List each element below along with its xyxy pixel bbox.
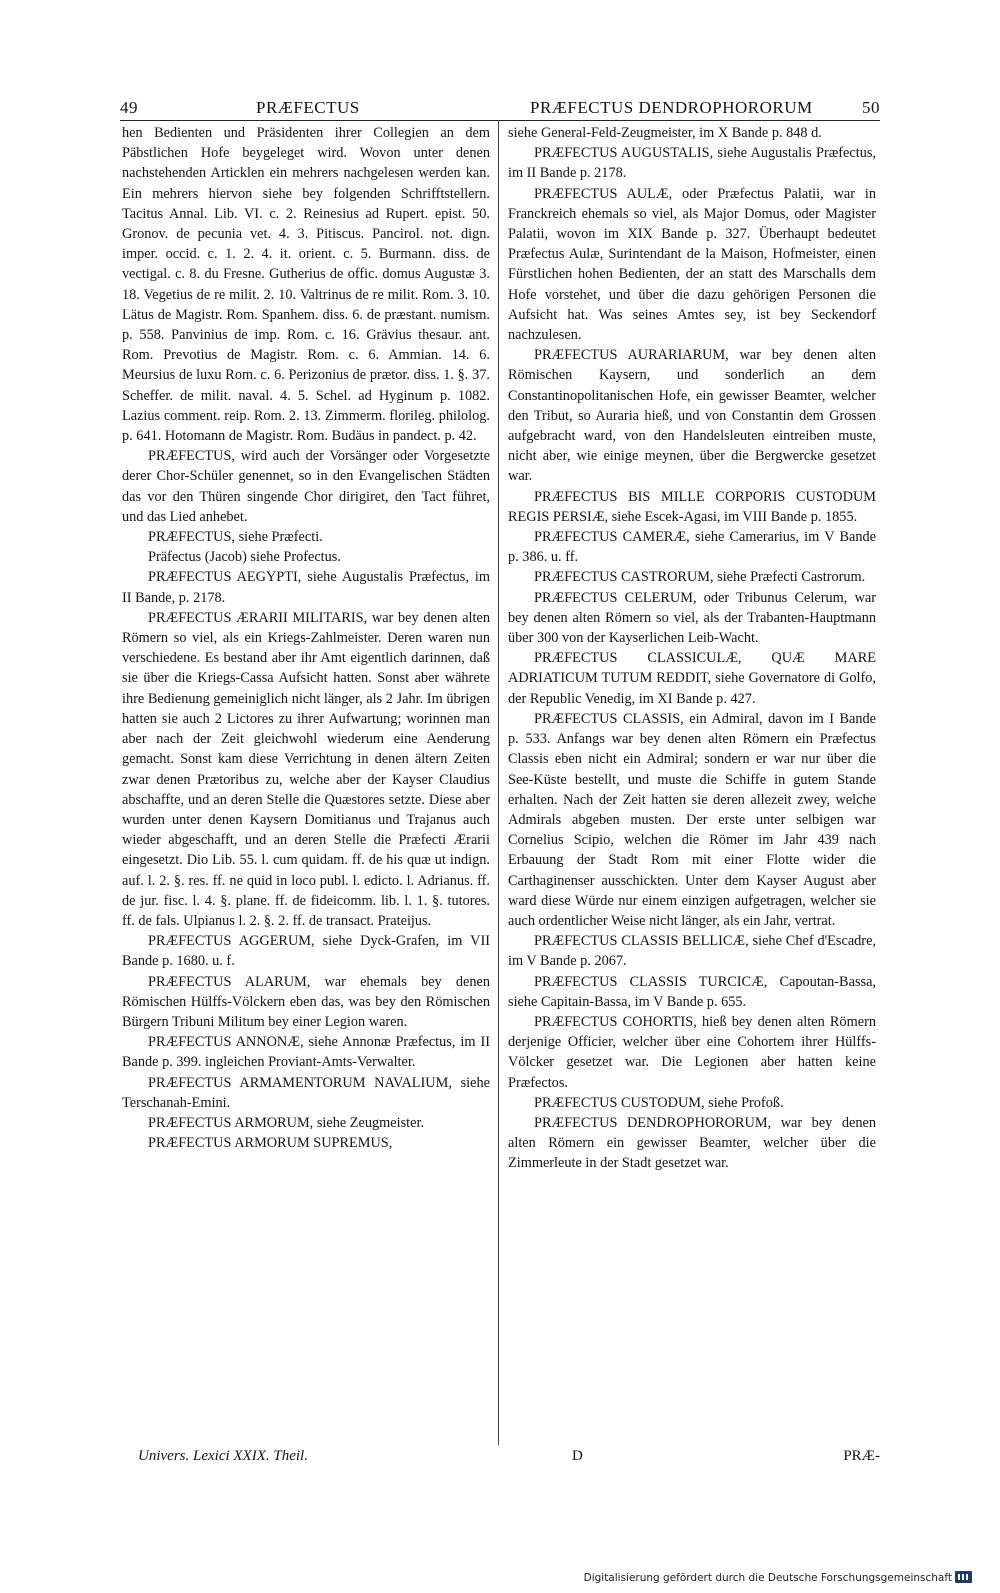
left-entry: PRÆFECTUS, wird auch der Vorsänger oder Vorgesetzte derer Chor-Schüler genennet, so in den Evangelischen Städten das vor den Thüren singende Chor dirigiret, den Tact führet, und das Lied anhebet. [122, 448, 490, 525]
left-entry: PRÆFECTUS ARMORUM SUPREMUS, [148, 1135, 393, 1152]
left-page-number: 49 [120, 98, 138, 117]
gathering-mark: D [572, 1448, 583, 1464]
right-entry: PRÆFECTUS BIS MILLE CORPORIS CUSTODUM REGIS PERSIÆ, siehe Escek-Agasi, im VIII Bande p. 1855. [508, 488, 876, 525]
right-entry: PRÆFECTUS CELERUM, oder Tribunus Celerum, war bey denen alten Römern so viel, als der Trabanten-Hauptmann über 300 von der Kayserlichen Leib-Wacht. [508, 589, 876, 647]
page-footer [120, 1448, 880, 1472]
left-entry: PRÆFECTUS AGGERUM, siehe Dyck-Grafen, im VII Bande p. 1680. u. f. [122, 933, 490, 970]
left-entry: PRÆFECTUS ARMAMENTORUM NAVALIUM, siehe Terschanah-Emini. [122, 1074, 490, 1111]
left-running-title: PRÆFECTUS [256, 98, 360, 117]
right-entry: PRÆFECTUS CLASSIS TURCICÆ, Capoutan-Bassa, siehe Capitain-Bassa, im V Bande p. 655. [508, 973, 876, 1010]
left-entry: PRÆFECTUS ANNONÆ, siehe Annonæ Præfectus, im II Bande p. 399. ingleichen Proviant-Amts-Verwalter. [122, 1034, 490, 1071]
right-entry: PRÆFECTUS CAMERÆ, siehe Camerarius, im V Bande p. 386. u. ff. [508, 529, 876, 566]
left-entry: PRÆFECTUS, siehe Præfecti. [148, 529, 323, 546]
catchword: PRÆ- [843, 1448, 880, 1464]
left-entry: PRÆFECTUS ARMORUM, siehe Zeugmeister. [148, 1114, 425, 1131]
digitization-credit: Digitalisierung gefördert durch die Deutsche Forschungsgemeinschaft [583, 1572, 952, 1584]
right-column [508, 123, 876, 1174]
left-column [122, 123, 490, 1153]
header-rule [120, 120, 880, 121]
left-entry: PRÆFECTUS ALARUM, war ehemals bey denen Römischen Hülffs-Völckern eben das, was bey den Römischen Bürgern Tribuni Militum bey einer Legion waren. [122, 973, 490, 1030]
column-divider [498, 120, 499, 1445]
right-entry: PRÆFECTUS CLASSIS, ein Admiral, davon im I Bande p. 533. Anfangs war bey denen alten Römern ein Præfectus Classis eben nicht ein Admiral; sondern er war nur über die See-Küste bestellt, und muste die Schiffe in gutem Stande erhalten. Nach der Zeit hatten sie deren allezeit zwey, welche Admirals abgeben musten. Der erste unter selbigen war Cornelius Scipio, welchen die Römer im Jahr 439 nach Erbauung der Stadt Rom mit einer Flotte wider die Carthaginenser ausschickten. Unter dem Kayser August aber ward diese Würde nur einem einzigen aufgetragen, welcher sie auch ordentlicher Weise nicht länger, als ein Jahr, vertrat. [508, 710, 876, 929]
left-entry: PRÆFECTUS AEGYPTI, siehe Augustalis Præfectus, im II Bande, p. 2178. [122, 569, 490, 606]
running-header [120, 98, 880, 122]
right-entry: PRÆFECTUS DENDROPHORORUM, war bey denen alten Römern ein gewisser Beamter, welcher über die Zimmerleute in der Stadt gesetzet war. [508, 1114, 876, 1172]
right-entry: PRÆFECTUS CLASSIS BELLICÆ, siehe Chef d'Escadre, im V Bande p. 2067. [508, 933, 876, 970]
right-entry: PRÆFECTUS CASTRORUM, siehe Præfecti Castrorum. [534, 569, 866, 586]
left-entry: PRÆFECTUS ÆRARII MILITARIS, war bey denen alten Römern so viel, als ein Kriegs-Zahlmeister. Deren waren nun verschiedene. Es bestand aber ihr Amt eigentlich darinnen, daß sie über die Kriegs-Cassa Aufsicht hatten. Sonst aber währete ihre Bedienung gemeiniglich nicht länger, als 2 Jahr. Im übrigen hatten sie auch 2 Lictores zu ihrer Aufwartung; worinnen man aber nach der Zeit gleichwohl wiederum eine Aenderung gemacht. Sonst kam diese Verrichtung in denen ältern Zeiten zwar denen Prætoribus zu, welche aber der Kayser Claudius abschaffte, und an deren Stelle die Quæstores setzte. Diese aber wurden unter denen Kaysern Domitianus und Trajanus auch wieder abgeschafft, und an deren Stelle die Præfecti Ærarii eingesetzt. Dio Lib. 55. l. cum quidam. ff. de his quæ ut indign. auf. l. 2. §. res. ff. ne quid in loco publ. l. edicto. l. Adrianus. ff. de jur. fisc. l. 4. §. plane. ff. de fideicomm. lib. l. 1. §. tutores. ff. de fals. Ulpianus l. 2. §. 2. ff. de transact. Prateijus. [122, 609, 490, 929]
right-page-number: 50 [862, 98, 880, 117]
right-entry: PRÆFECTUS AULÆ, oder Præfectus Palatii, war in Franckreich ehemals so viel, als Major Domus, oder Magister Palatii, wovon im XIX Bande p. 327. Überhaupt bedeutet Præfectus Aulæ, Surintendant de la Maison, Hofmeister, einen Fürstlichen hohen Bedienten, der an statt des Marschalls dem Hofe vorstehet, und über die dazu gehörigen Personen die Aufsicht hat. Was seines Amtes sey, ist bey Seckendorf nachzulesen. [508, 185, 876, 344]
right-entry: PRÆFECTUS CUSTODUM, siehe Profoß. [534, 1094, 784, 1111]
left-entry-continuation: hen Bedienten und Präsidenten ihrer Collegien an dem Päbstlichen Hofe beygeleget wird. Wovon unter denen nachstehenden Articklen ein mehrers nachgelesen werden kan. Ein mehrers hiervon siehe bey folgenden Schrifftstellern. Tacitus Annal. Lib. VI. c. 2. Reinesius ad Rupert. epist. 50. Gronov. de pecunia vet. 4. 3. Pitiscus. Pancirol. not. dign. imper. occid. c. 1. 2. 4. it. orient. c. 5. Burmann. diss. de vectigal. c. 8. du Fresne. Gutherius de offic. domus Augustæ 3. 18. Vegetius de re milit. 2. 10. Valtrinus de re milit. Rom. 3. 10. Lätus de Magistr. Rom. Spanhem. diss. 6. de præstant. numism. p. 558. Panvinius de imp. Rom. c. 16. Grävius thesaur. ant. Rom. Prevotius de Magistr. Rom. c. 6. Ammian. 14. 6. Meursius de luxu Rom. c. 6. Perizonius de prætor. diss. 1. §. 37. Scheffer. de milit. naval. 4. 5. Schel. ad Hyginum p. 1082. Lazius comment. reip. Rom. 2. 13. Zimmerm. florileg. philolog. p. 641. Hotomann de Magistr. Rom. Budäus in pandect. p. 42. [122, 125, 490, 445]
right-entry: PRÆFECTUS AUGUSTALIS, siehe Augustalis Præfectus, im II Bande p. 2178. [508, 145, 876, 182]
right-entry-continuation: siehe General-Feld-Zeugmeister, im X Bande p. 848 d. [508, 125, 822, 141]
volume-signature: Univers. Lexici XXIX. Theil. [138, 1448, 308, 1464]
dfg-logo-icon [955, 1571, 972, 1583]
right-entry: PRÆFECTUS COHORTIS, hieß bey denen alten Römern derjenige Officier, welcher über eine Cohortem ihrer Hülffs-Völcker gesetzet war. Die Legionen aber hatten keine Præfectos. [508, 1013, 876, 1091]
left-entry: Präfectus (Jacob) siehe Profectus. [148, 549, 341, 566]
right-entry: PRÆFECTUS CLASSICULÆ, QUÆ MARE ADRIATICUM TUTUM REDDIT, siehe Governatore di Golfo, der Republic Venedig, im XI Bande p. 427. [508, 650, 876, 707]
right-entry: PRÆFECTUS AURARIARUM, war bey denen alten Römischen Kaysern, und sonderlich an dem Constantinopolitanischen Hofe, ein gewisser Beamter, welcher den Tribut, so Auraria hieß, und von Constantin dem Grossen aufgebracht ward, von den Handelsleuten eintreiben muste, nicht aber, wie einige meynen, über die Bergwercke gesetzet war. [508, 347, 876, 485]
right-running-title: PRÆFECTUS DENDROPHORORUM [530, 98, 813, 117]
